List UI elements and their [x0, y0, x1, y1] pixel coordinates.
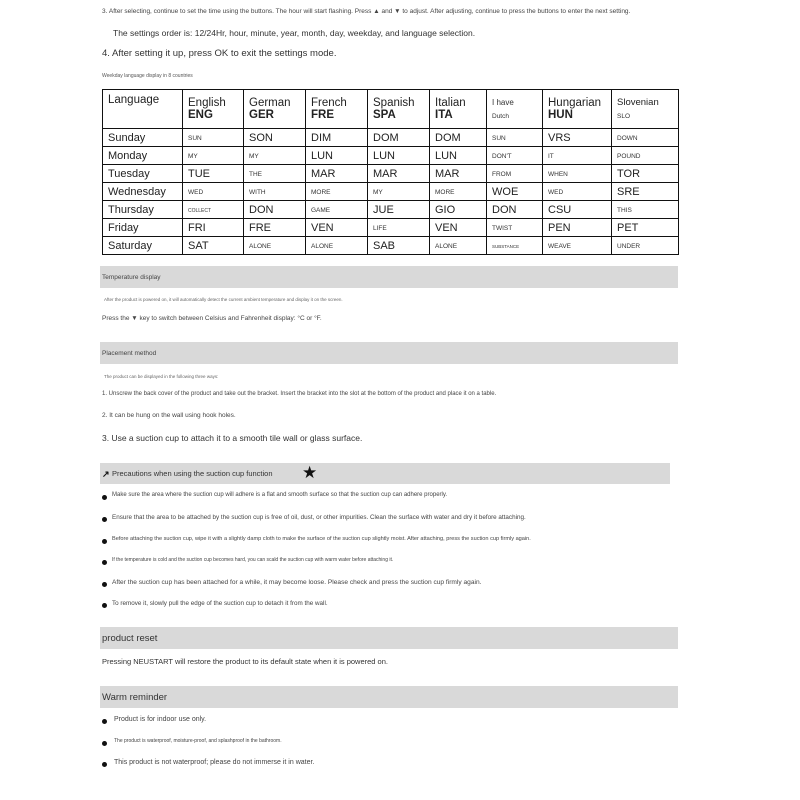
- weekday-cell: [103, 201, 183, 219]
- cell-text: SAB: [373, 239, 396, 252]
- star-icon: ★: [302, 463, 318, 482]
- cell-text: DIM: [311, 131, 332, 144]
- table-caption: Weekday language display in 8 countries: [102, 73, 193, 79]
- abbreviation-cell: [487, 183, 543, 201]
- abbreviation-cell: [543, 219, 612, 237]
- cell-text: ALONE: [311, 242, 334, 250]
- cell-text: MORE: [435, 188, 455, 196]
- abbreviation-cell: [430, 183, 487, 201]
- cell-text: FRE: [249, 221, 271, 234]
- abbreviation-cell: [306, 129, 368, 147]
- abbreviation-cell: [543, 129, 612, 147]
- abbreviation-cell: [183, 201, 244, 219]
- cell-text: MY: [249, 152, 259, 160]
- cell-text: DON'T: [492, 152, 512, 160]
- table-row: [103, 147, 679, 165]
- section-title: Warm reminder: [102, 692, 168, 703]
- precaution-item: Make sure the area where the suction cup will adhere is a flat and smooth surface so that the suction cup can adhere properly.: [112, 492, 448, 498]
- reset-text: Pressing NEUSTART will restore the product to its default state when it is powered on.: [102, 657, 388, 666]
- precautions-section-header: [100, 463, 670, 484]
- cell-text: JUE: [373, 203, 394, 216]
- header-name: Hungarian: [548, 97, 602, 109]
- cell-text: TUE: [188, 167, 210, 180]
- temperature-section-header: [100, 266, 678, 288]
- cell-text: MAR: [435, 167, 460, 180]
- placement-item-3: 3. Use a suction cup to attach it to a smooth tile wall or glass surface.: [102, 433, 363, 443]
- cell-text: WITH: [249, 188, 266, 196]
- abbreviation-cell: [306, 201, 368, 219]
- cell-text: MY: [188, 152, 198, 160]
- precaution-item: After the suction cup has been attached for a while, it may become loose. Please check and press the suction cup firmly again.: [112, 579, 482, 586]
- precaution-item: If the temperature is cold and the suction cup becomes hard, you can scald the suction cup with warm water before attaching it.: [112, 557, 394, 563]
- cell-text: Saturday: [108, 239, 153, 252]
- abbreviation-cell: [306, 237, 368, 255]
- cell-text: VEN: [435, 221, 458, 234]
- cell-text: WEAVE: [548, 242, 571, 250]
- abbreviation-cell: [612, 183, 679, 201]
- cell-text: MORE: [311, 188, 331, 196]
- abbreviation-cell: [543, 147, 612, 165]
- cell-text: WED: [548, 188, 564, 196]
- weekday-cell: [103, 219, 183, 237]
- table-row: [103, 183, 679, 201]
- header-cell-slovenian: [612, 90, 679, 129]
- cell-text: POUND: [617, 152, 641, 160]
- cell-text: UNDER: [617, 242, 641, 250]
- bullet-icon: [102, 495, 107, 500]
- abbreviation-cell: [368, 129, 430, 147]
- cell-text: DOM: [435, 131, 461, 144]
- cell-text: GIO: [435, 203, 456, 216]
- abbreviation-cell: [487, 129, 543, 147]
- abbreviation-cell: [244, 237, 306, 255]
- abbreviation-cell: [306, 147, 368, 165]
- header-cell-dutch: [487, 90, 543, 129]
- temperature-line-1: After the product is powered on, it will automatically detect the current ambient temperature and display it on the screen.: [104, 297, 343, 302]
- cell-text: DOM: [373, 131, 399, 144]
- reset-section-header: [100, 627, 678, 649]
- bullet-icon: [102, 762, 107, 767]
- header-code: Dutch: [492, 112, 509, 120]
- cell-text: COLLECT: [188, 207, 212, 214]
- cell-text: MAR: [311, 167, 336, 180]
- abbreviation-cell: [244, 147, 306, 165]
- section-title: Placement method: [102, 350, 157, 357]
- table-row: [103, 201, 679, 219]
- abbreviation-cell: [543, 201, 612, 219]
- cell-text: GAME: [311, 206, 331, 214]
- cell-text: MY: [373, 188, 383, 196]
- cell-text: WOE: [492, 185, 519, 198]
- table-header-row: [103, 90, 679, 129]
- table-row: [103, 129, 679, 147]
- abbreviation-cell: [487, 165, 543, 183]
- abbreviation-cell: [487, 201, 543, 219]
- cell-text: ALONE: [249, 242, 272, 250]
- cell-text: VRS: [548, 131, 571, 144]
- cell-text: LUN: [373, 149, 396, 162]
- reminder-item: The product is waterproof, moisture-proof, and splashproof in the bathroom.: [114, 738, 282, 744]
- abbreviation-cell: [487, 219, 543, 237]
- abbreviation-cell: [430, 147, 487, 165]
- weekday-cell: [103, 147, 183, 165]
- header-code: SPA: [373, 109, 396, 121]
- abbreviation-cell: [543, 165, 612, 183]
- header-code: HUN: [548, 109, 573, 121]
- cell-text: LUN: [435, 149, 458, 162]
- cell-text: Friday: [108, 221, 139, 234]
- abbreviation-cell: [487, 147, 543, 165]
- abbreviation-cell: [368, 237, 430, 255]
- cell-text: Thursday: [108, 203, 154, 216]
- abbreviation-cell: [244, 183, 306, 201]
- weekday-cell: [103, 129, 183, 147]
- section-title: Precautions when using the suction cup function: [112, 469, 273, 478]
- header-cell-hungarian: [543, 90, 612, 129]
- abbreviation-cell: [306, 183, 368, 201]
- placement-intro: The product can be displayed in the following three ways:: [104, 374, 219, 379]
- reminder-item: This product is not waterproof; please do not immerse it in water.: [114, 759, 315, 766]
- settings-step-4: 4. After setting it up, press OK to exit the settings mode.: [102, 48, 337, 59]
- abbreviation-cell: [430, 219, 487, 237]
- placement-item-2: 2. It can be hung on the wall using hook holes.: [102, 412, 236, 419]
- bullet-icon: [102, 517, 107, 522]
- header-code: ITA: [435, 109, 453, 121]
- abbreviation-cell: [612, 165, 679, 183]
- weekday-cell: [103, 165, 183, 183]
- abbreviation-cell: [430, 129, 487, 147]
- abbreviation-cell: [368, 147, 430, 165]
- temperature-line-2: Press the ▼ key to switch between Celsius and Fahrenheit display: °C or °F.: [102, 315, 322, 322]
- header-cell-german: [244, 90, 306, 129]
- abbreviation-cell: [183, 165, 244, 183]
- abbreviation-cell: [244, 165, 306, 183]
- abbreviation-cell: [368, 219, 430, 237]
- bullet-icon: [102, 560, 107, 565]
- reminder-item: Product is for indoor use only.: [114, 716, 207, 723]
- section-title: product reset: [102, 633, 158, 644]
- header-name: Spanish: [373, 97, 415, 109]
- abbreviation-cell: [244, 219, 306, 237]
- abbreviation-cell: [183, 237, 244, 255]
- placement-section-header: [100, 342, 678, 364]
- cell-text: CSU: [548, 203, 572, 216]
- abbreviation-cell: [183, 147, 244, 165]
- abbreviation-cell: [430, 237, 487, 255]
- settings-step-3: 3. After selecting, continue to set the time using the buttons. The hour will start flashing. Press ▲ and ▼ to adjust. After adjusting, continue to press the buttons to enter the next setting.: [102, 8, 631, 15]
- header-name: Language: [108, 94, 160, 106]
- abbreviation-cell: [430, 165, 487, 183]
- cell-text: PET: [617, 221, 639, 234]
- cell-text: MAR: [373, 167, 398, 180]
- header-code: SLO: [617, 112, 631, 120]
- cell-text: TOR: [617, 167, 641, 180]
- reminder-section-header: [100, 686, 678, 708]
- cell-text: VEN: [311, 221, 334, 234]
- header-name: Slovenian: [617, 96, 659, 108]
- header-code: FRE: [311, 109, 334, 121]
- abbreviation-cell: [612, 129, 679, 147]
- abbreviation-cell: [612, 147, 679, 165]
- cell-text: THE: [249, 170, 262, 178]
- cell-text: SUN: [188, 134, 202, 142]
- abbreviation-cell: [487, 237, 543, 255]
- abbreviation-cell: [612, 201, 679, 219]
- cell-text: DON: [249, 203, 274, 216]
- header-code: ENG: [188, 109, 213, 121]
- header-cell-language: [103, 90, 183, 129]
- cell-text: WHEN: [548, 170, 568, 178]
- cell-text: LUN: [311, 149, 334, 162]
- abbreviation-cell: [612, 219, 679, 237]
- cell-text: SAT: [188, 239, 209, 252]
- cell-text: Wednesday: [108, 185, 166, 198]
- cell-text: SUBSTANCE: [492, 243, 520, 249]
- cell-text: PEN: [548, 221, 571, 234]
- cell-text: Monday: [108, 149, 148, 162]
- bullet-icon: [102, 719, 107, 724]
- abbreviation-cell: [543, 237, 612, 255]
- header-name: French: [311, 97, 347, 109]
- abbreviation-cell: [183, 183, 244, 201]
- cell-text: DOWN: [617, 134, 638, 142]
- header-cell-spanish: [368, 90, 430, 129]
- cell-text: THIS: [617, 206, 632, 214]
- weekday-cell: [103, 183, 183, 201]
- header-name: German: [249, 97, 291, 109]
- abbreviation-cell: [306, 165, 368, 183]
- table-row: [103, 237, 679, 255]
- cell-text: SON: [249, 131, 273, 144]
- header-cell-italian: [430, 90, 487, 129]
- abbreviation-cell: [368, 201, 430, 219]
- cell-text: Tuesday: [108, 167, 150, 180]
- cell-text: SRE: [617, 185, 640, 198]
- bullet-icon: [102, 582, 107, 587]
- cell-text: SUN: [492, 134, 506, 142]
- precaution-item: To remove it, slowly pull the edge of the suction cup to detach it from the wall.: [112, 600, 328, 607]
- section-title: Temperature display: [102, 274, 161, 281]
- placement-item-1: 1. Unscrew the back cover of the product and take out the bracket. Insert the bracket into the slot at the bottom of the product and place it on a table.: [102, 391, 497, 397]
- bullet-icon: [102, 603, 107, 608]
- weekday-language-table: [102, 89, 679, 255]
- cell-text: IT: [548, 152, 554, 160]
- abbreviation-cell: [183, 219, 244, 237]
- cell-text: TWIST: [492, 224, 513, 232]
- abbreviation-cell: [543, 183, 612, 201]
- weekday-cell: [103, 237, 183, 255]
- abbreviation-cell: [183, 129, 244, 147]
- cell-text: WED: [188, 188, 204, 196]
- abbreviation-cell: [368, 165, 430, 183]
- settings-order: The settings order is: 12/24Hr, hour, minute, year, month, day, weekday, and language selection.: [113, 28, 476, 38]
- header-code: GER: [249, 109, 274, 121]
- bullet-icon: [102, 539, 107, 544]
- cell-text: DON: [492, 203, 517, 216]
- table-body: [103, 129, 679, 255]
- precaution-item: Before attaching the suction cup, wipe it with a slightly damp cloth to make the surface of the suction cup slightly moist. After attaching, press the suction cup firmly again.: [112, 536, 531, 542]
- header-name: Italian: [435, 97, 466, 109]
- cell-text: FROM: [492, 170, 512, 178]
- abbreviation-cell: [244, 129, 306, 147]
- precaution-item: Ensure that the area to be attached by the suction cup is free of oil, dust, or other impurities. Clean the surface with water and dry it before attaching.: [112, 514, 526, 521]
- abbreviation-cell: [306, 219, 368, 237]
- header-name: English: [188, 97, 226, 109]
- abbreviation-cell: [368, 183, 430, 201]
- arrow-mark-icon: ↗: [102, 469, 110, 479]
- cell-text: ALONE: [435, 242, 458, 250]
- abbreviation-cell: [244, 201, 306, 219]
- bullet-icon: [102, 741, 107, 746]
- header-cell-french: [306, 90, 368, 129]
- table-row: [103, 219, 679, 237]
- header-name: I have: [492, 97, 514, 107]
- cell-text: LIFE: [373, 224, 387, 232]
- cell-text: Sunday: [108, 131, 146, 144]
- abbreviation-cell: [430, 201, 487, 219]
- header-cell-english: [183, 90, 244, 129]
- table-row: [103, 165, 679, 183]
- cell-text: FRI: [188, 221, 206, 234]
- abbreviation-cell: [612, 237, 679, 255]
